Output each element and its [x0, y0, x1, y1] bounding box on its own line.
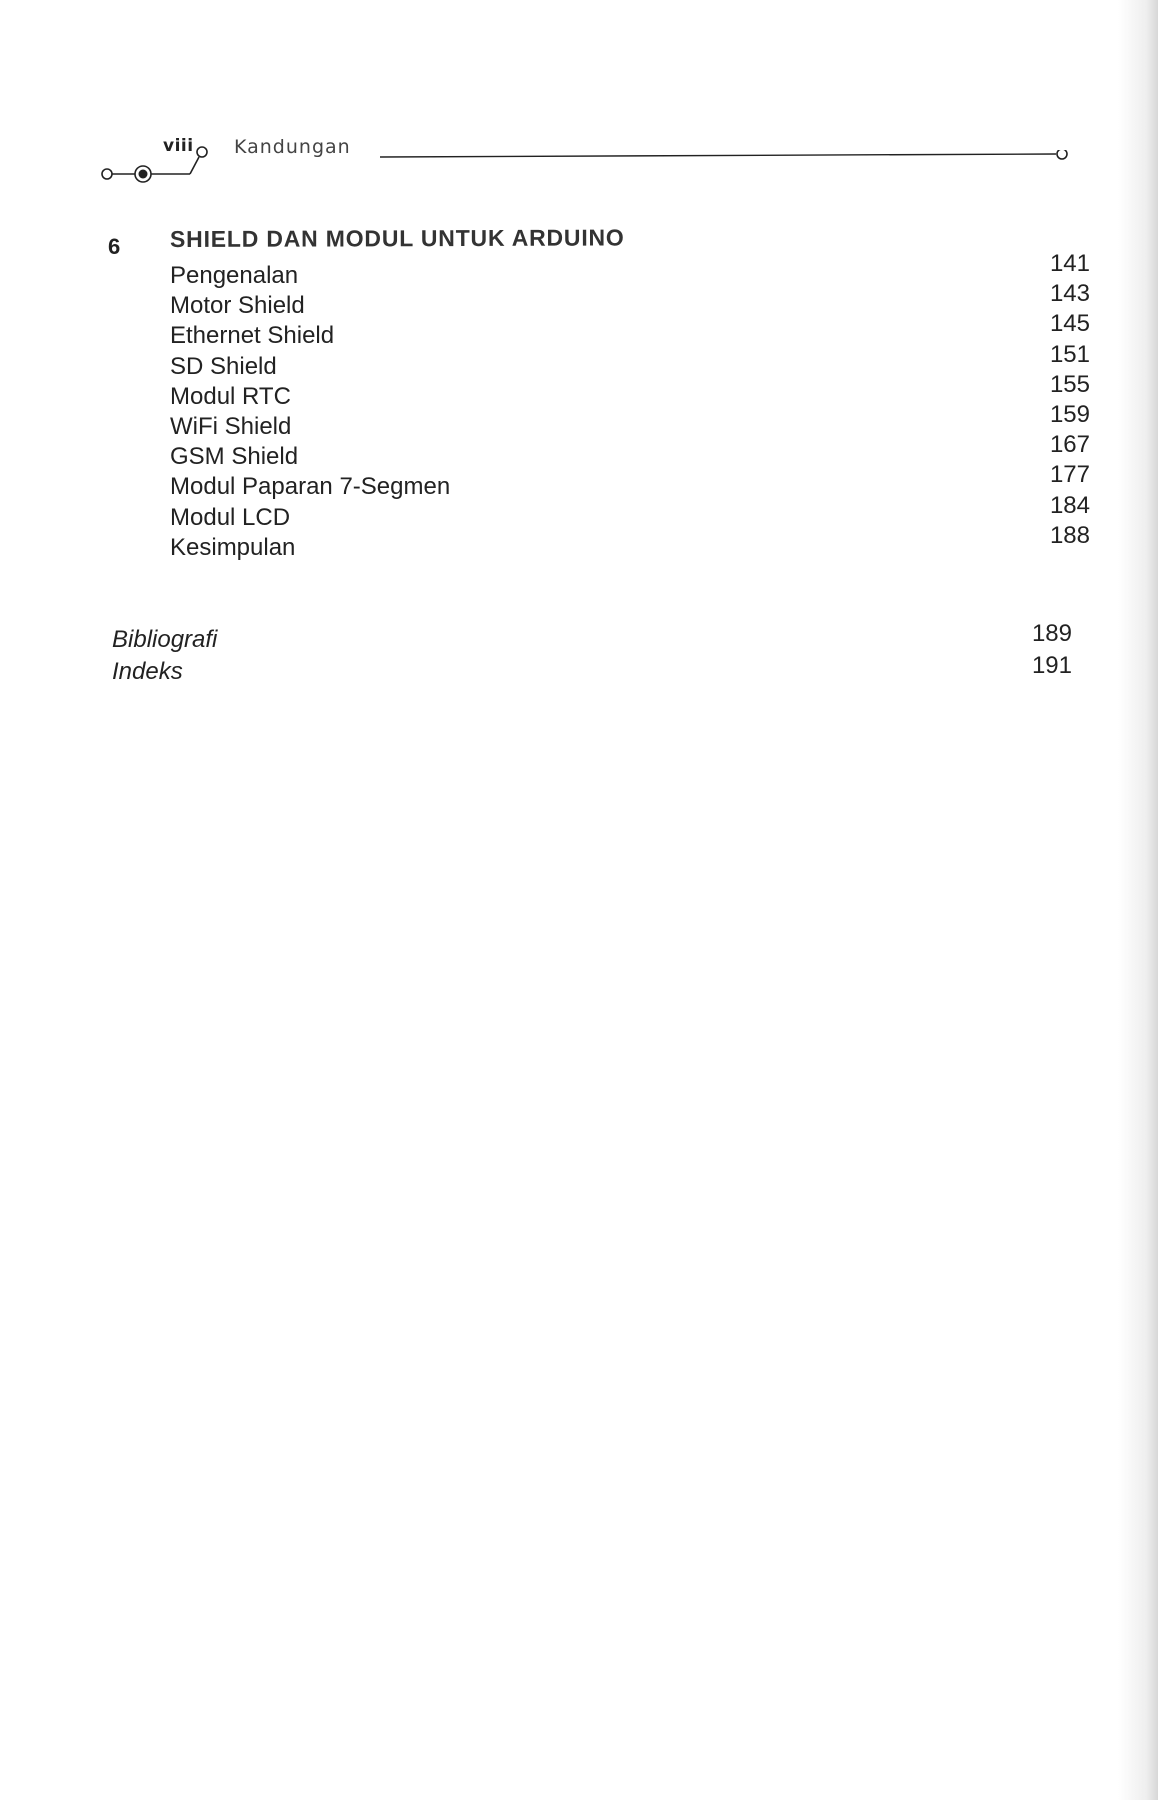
toc-entry-page: 141 — [1049, 250, 1090, 277]
toc-entry-label: Modul RTC — [170, 383, 291, 410]
toc-entry[interactable] — [170, 522, 1090, 564]
toc-entry-page: 177 — [1049, 461, 1090, 488]
scan-edge-shadow — [1118, 0, 1158, 1800]
page-number: viii — [163, 136, 194, 156]
toc-entry[interactable] — [170, 371, 1090, 413]
toc-entry-page: 151 — [1049, 341, 1090, 368]
back-matter-page: 191 — [1031, 652, 1072, 679]
back-matter-entry[interactable] — [112, 620, 1072, 656]
toc-entry-page: 188 — [1049, 522, 1090, 549]
header-rule-with-terminal-icon — [380, 150, 1070, 164]
toc-entry-label: Modul Paparan 7-Segmen — [170, 473, 451, 500]
toc-entry-label: GSM Shield — [170, 443, 299, 470]
toc-entry-page: 167 — [1049, 431, 1090, 458]
toc-entry[interactable] — [170, 401, 1090, 443]
toc-entry[interactable] — [170, 431, 1090, 473]
toc-entry-page: 143 — [1049, 280, 1090, 307]
back-matter-page: 189 — [1031, 620, 1072, 647]
toc-entry-label: SD Shield — [170, 353, 277, 380]
back-matter-entry[interactable] — [112, 652, 1072, 688]
chapter-title: SHIELD DAN MODUL UNTUK ARDUINO — [169, 224, 625, 252]
toc-entry-page: 155 — [1049, 371, 1090, 398]
toc-entry-page: 184 — [1049, 492, 1090, 519]
chapter-number: 6 — [108, 234, 121, 259]
back-matter-label: Bibliografi — [112, 626, 218, 653]
toc-entry-page: 159 — [1049, 401, 1090, 428]
toc-entry[interactable] — [170, 250, 1090, 292]
toc-entry-label: WiFi Shield — [170, 413, 292, 440]
toc-entry-label: Kesimpulan — [170, 534, 296, 561]
toc-entry[interactable] — [170, 341, 1090, 383]
toc-entry-page: 145 — [1049, 310, 1090, 337]
running-header-title: Kandungan — [234, 136, 351, 158]
toc-entry-label: Ethernet Shield — [170, 322, 335, 349]
toc-entry[interactable] — [170, 461, 1090, 503]
toc-entry-label: Modul LCD — [170, 504, 291, 531]
toc-entry[interactable] — [170, 492, 1090, 534]
toc-entry[interactable] — [170, 310, 1090, 352]
toc-entry-label: Pengenalan — [170, 262, 299, 289]
toc-entry[interactable] — [170, 280, 1090, 322]
toc-entry-label: Motor Shield — [170, 292, 305, 319]
running-header — [0, 0, 1158, 200]
back-matter-label: Indeks — [112, 658, 183, 685]
